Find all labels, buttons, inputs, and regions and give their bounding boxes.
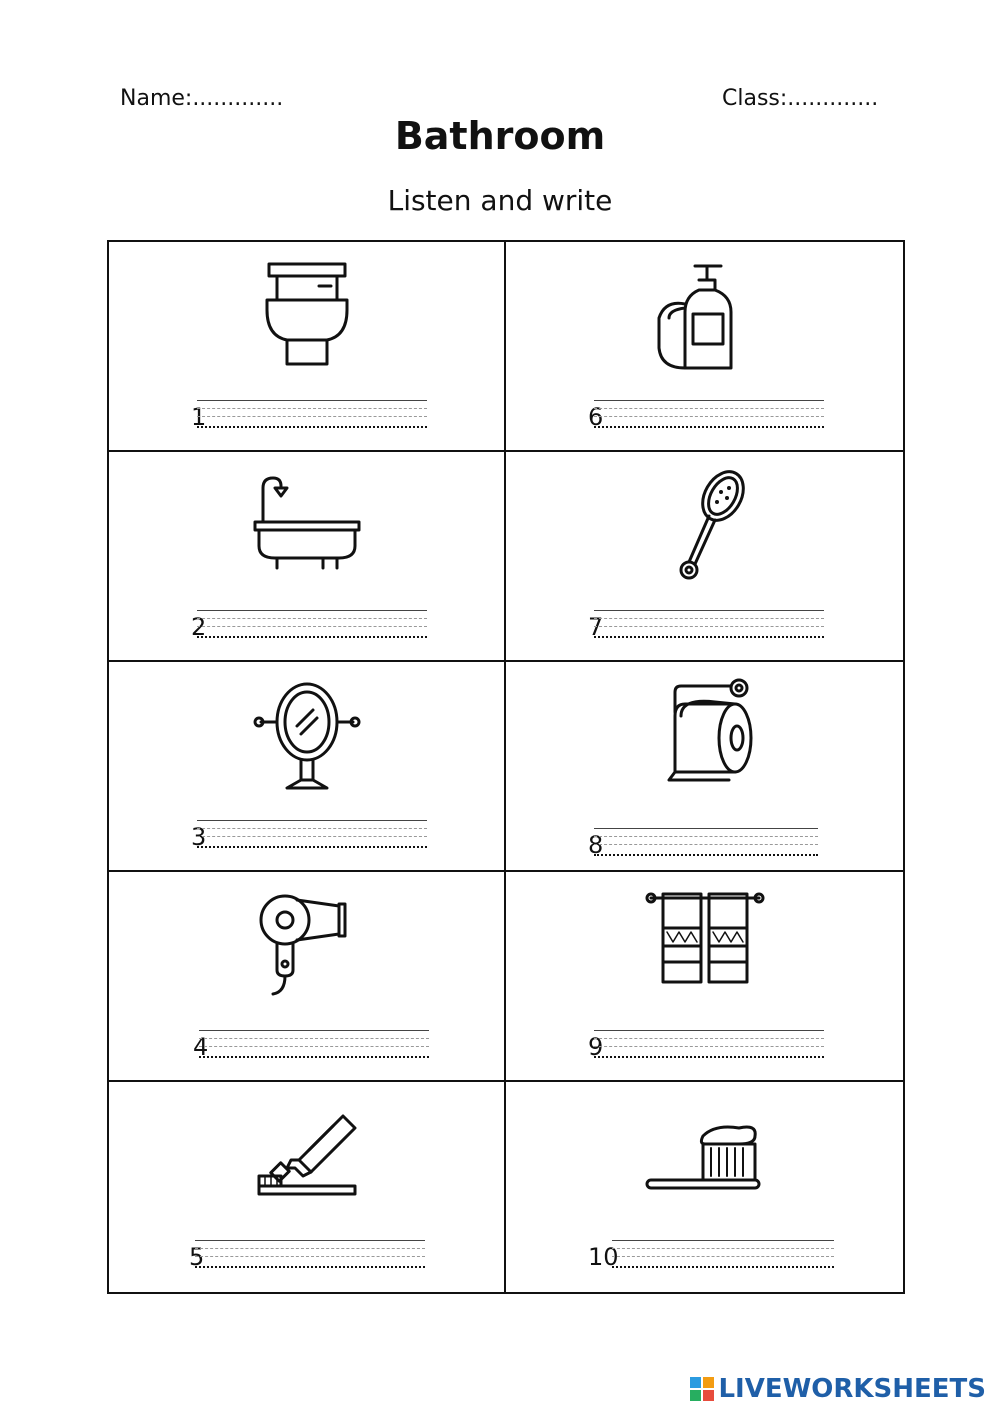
item-cell-2	[109, 452, 506, 662]
liveworksheets-mark-icon	[690, 1377, 714, 1401]
soap-bottles-icon	[645, 256, 765, 376]
toilet-icon	[247, 256, 367, 376]
towels-icon	[645, 886, 765, 1006]
item-number: 4	[193, 1033, 209, 1061]
brand-name: LIVEWORKSHEETS	[718, 1374, 986, 1404]
liveworksheets-logo	[690, 1374, 986, 1404]
item-cell-1	[109, 242, 506, 452]
answer-line-6[interactable]	[588, 400, 824, 431]
item-number: 5	[189, 1243, 205, 1271]
toothpaste-icon	[247, 1096, 367, 1216]
toilet-paper-icon	[645, 676, 765, 796]
item-number: 7	[588, 613, 604, 641]
worksheet-grid	[107, 240, 905, 1294]
answer-line-4[interactable]	[193, 1030, 429, 1061]
item-cell-7	[506, 452, 903, 662]
item-cell-8	[506, 662, 903, 872]
answer-line-1[interactable]	[191, 400, 427, 431]
answer-line-8[interactable]	[588, 828, 818, 859]
item-number: 9	[588, 1033, 604, 1061]
mirror-icon	[247, 676, 367, 796]
item-cell-3	[109, 662, 506, 872]
item-cell-10	[506, 1082, 903, 1292]
item-number: 6	[588, 403, 604, 431]
item-number: 8	[588, 831, 604, 859]
bath-brush-icon	[645, 466, 765, 586]
instructions: Listen and write	[387, 184, 613, 217]
answer-line-9[interactable]	[588, 1030, 824, 1061]
answer-line-5[interactable]	[189, 1240, 425, 1271]
item-cell-5	[109, 1082, 506, 1292]
answer-line-7[interactable]	[588, 610, 824, 641]
name-field-label: Name:.............	[120, 86, 284, 111]
hair-dryer-icon	[247, 886, 367, 1006]
answer-line-2[interactable]	[191, 610, 427, 641]
answer-line-3[interactable]	[191, 820, 427, 851]
item-cell-4	[109, 872, 506, 1082]
bathtub-icon	[247, 466, 367, 586]
toothbrush-icon	[645, 1096, 765, 1216]
item-number: 10	[588, 1243, 619, 1271]
item-number: 2	[191, 613, 207, 641]
item-cell-6	[506, 242, 903, 452]
class-field-label: Class:.............	[722, 86, 879, 111]
item-number: 3	[191, 823, 207, 851]
answer-line-10[interactable]	[588, 1240, 834, 1271]
item-number: 1	[191, 403, 207, 431]
page-title: Bathroom	[394, 114, 606, 158]
item-cell-9	[506, 872, 903, 1082]
